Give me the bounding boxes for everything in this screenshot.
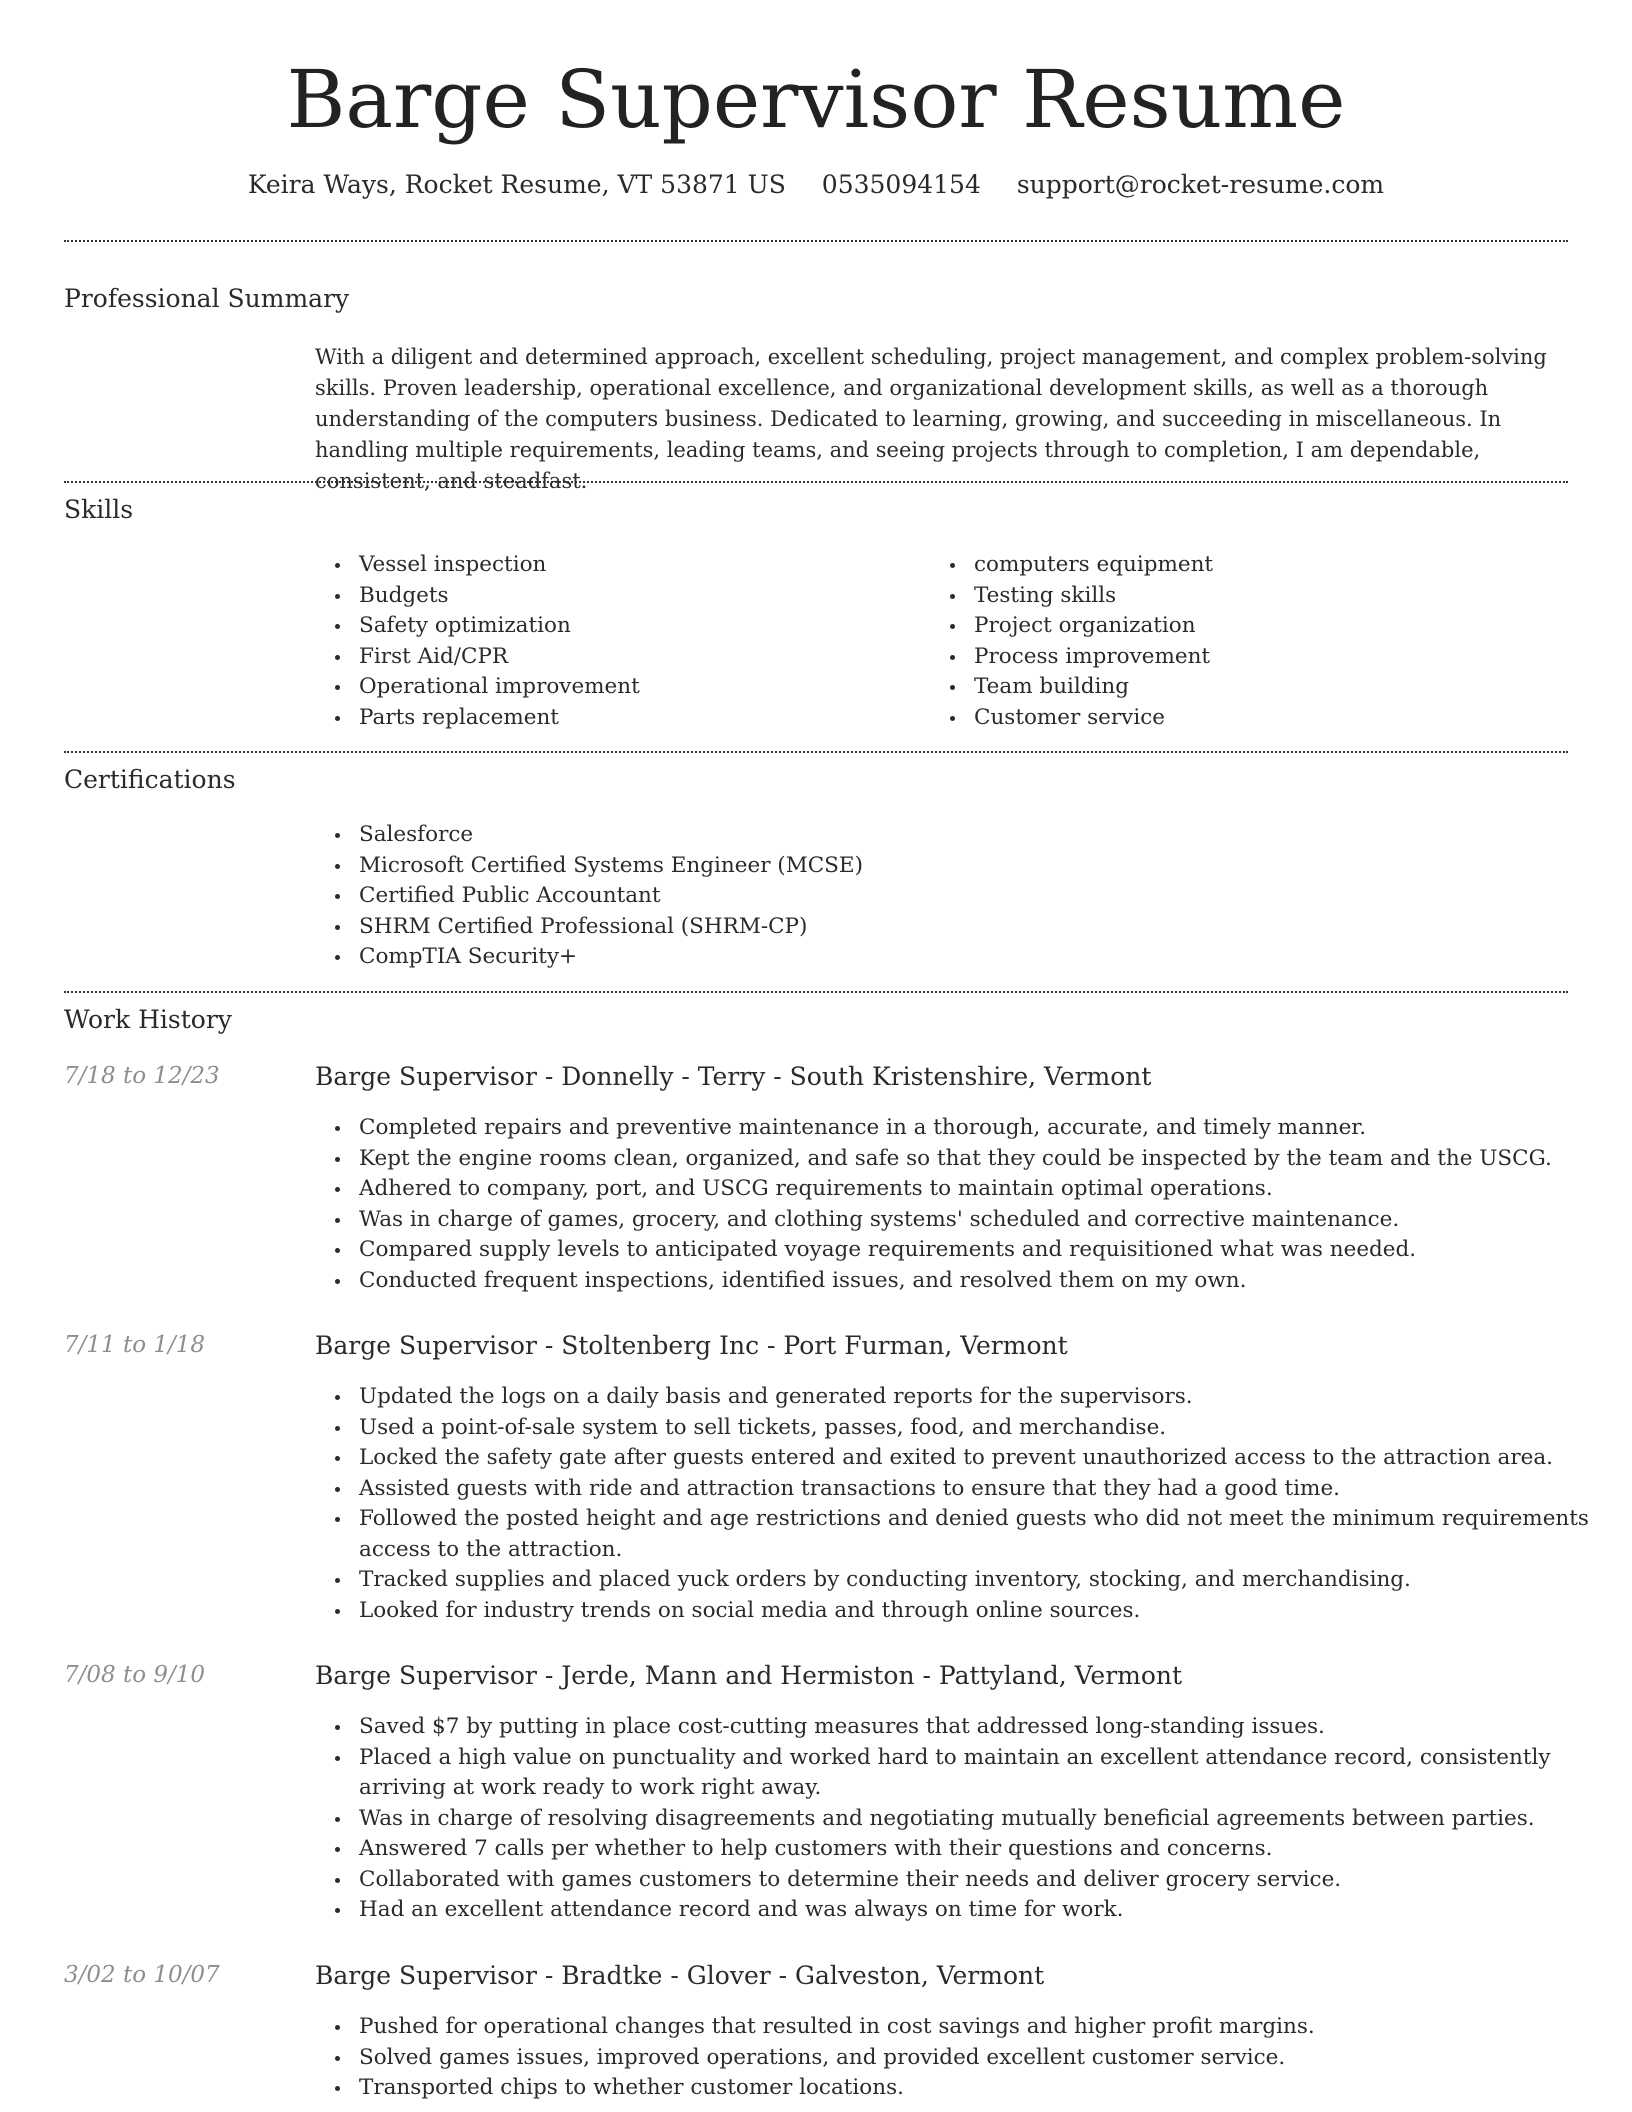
list-item: Customer service [974, 703, 1574, 734]
list-item: Kept the engine rooms clean, organized, and safe so that they could be inspected by the team and the USCG. [359, 1144, 1589, 1175]
list-item: Had an excellent attendance record and was always on time for work. [359, 1895, 1589, 1926]
list-item: Followed the posted height and age restrictions and denied guests who did not meet the minimum requirements access to the attraction. [359, 1504, 1589, 1565]
job-bullets [315, 1712, 1589, 1926]
certifications-list [315, 820, 1559, 973]
list-item: Solved games issues, improved operations, and provided excellent customer service. [359, 2043, 1589, 2074]
list-item: CompTIA Security+ [359, 942, 1559, 973]
list-item: Parts replacement [359, 703, 919, 734]
list-item: Process improvement [974, 642, 1574, 673]
list-item: Pushed for operational changes that resulted in cost savings and higher profit margins. [359, 2012, 1589, 2043]
list-item: First Aid/CPR [359, 642, 919, 673]
summary-heading: Professional Summary [64, 284, 350, 313]
page-title: Barge Supervisor Resume [286, 53, 1346, 146]
list-item: Completed repairs and preventive maintenance in a thorough, accurate, and timely manner. [359, 1113, 1589, 1144]
contact-phone: 0535094154 [821, 170, 981, 199]
divider [64, 481, 1568, 483]
list-item: Assisted guests with ride and attraction transactions to ensure that they had a good time. [359, 1474, 1589, 1505]
job-bullets [315, 1113, 1589, 1296]
list-item: Team building [974, 672, 1574, 703]
list-item: Tracked supplies and placed yuck orders by conducting inventory, stocking, and merchandising. [359, 1565, 1589, 1596]
list-item: Compared supply levels to anticipated voyage requirements and requisitioned what was needed. [359, 1235, 1589, 1266]
list-item: Salesforce [359, 820, 1559, 851]
list-item: Certified Public Accountant [359, 881, 1559, 912]
job-title: Barge Supervisor - Stoltenberg Inc - Port Furman, Vermont [315, 1331, 1068, 1360]
skills-heading: Skills [64, 495, 134, 524]
job-dates: 7/18 to 12/23 [64, 1063, 220, 1089]
contact-address: Keira Ways, Rocket Resume, VT 53871 US [247, 170, 786, 199]
list-item: Saved $7 by putting in place cost-cutting measures that addressed long-standing issues. [359, 1712, 1589, 1743]
list-item: Answered 7 calls per whether to help customers with their questions and concerns. [359, 1834, 1589, 1865]
list-item: SHRM Certified Professional (SHRM-CP) [359, 912, 1559, 943]
job-dates: 3/02 to 10/07 [64, 1962, 220, 1988]
job-dates: 7/08 to 9/10 [64, 1662, 206, 1688]
list-item: Operational improvement [359, 672, 919, 703]
list-item: Looked for industry trends on social media and through online sources. [359, 1596, 1589, 1627]
list-item: Microsoft Certified Systems Engineer (MCSE) [359, 851, 1559, 882]
divider [64, 751, 1568, 753]
work-history-heading: Work History [64, 1005, 232, 1034]
list-item: Updated the logs on a daily basis and generated reports for the supervisors. [359, 1382, 1589, 1413]
list-item: Transported chips to whether customer locations. [359, 2073, 1589, 2104]
certifications-heading: Certifications [64, 765, 236, 794]
contact-email[interactable]: support@rocket-resume.com [1016, 170, 1385, 199]
job-title: Barge Supervisor - Jerde, Mann and Hermiston - Pattyland, Vermont [315, 1661, 1183, 1690]
list-item: Budgets [359, 581, 919, 612]
list-item: Locked the safety gate after guests entered and exited to prevent unauthorized access to the attraction area. [359, 1443, 1589, 1474]
list-item: Safety optimization [359, 611, 919, 642]
contact-line [0, 170, 1632, 199]
skills-list-left [315, 550, 919, 733]
list-item: Project organization [974, 611, 1574, 642]
list-item: Placed a high value on punctuality and worked hard to maintain an excellent attendance record, consistently arriving at work ready to work right away. [359, 1743, 1589, 1804]
list-item: Testing skills [974, 581, 1574, 612]
list-item: Vessel inspection [359, 550, 919, 581]
summary-text: With a diligent and determined approach, excellent scheduling, project management, and complex problem-solving skills. Proven leadership, operational excellence, and organizational development skills, as well as a thorough understanding of the computers business. Dedicated to learning, growing, and succeeding in miscellaneous. In handling multiple requirements, leading teams, and seeing projects through to completion, I am dependable, consistent, and steadfast. [315, 345, 1547, 493]
list-item: Collaborated with games customers to determine their needs and deliver grocery service. [359, 1865, 1589, 1896]
list-item: Conducted frequent inspections, identified issues, and resolved them on my own. [359, 1266, 1589, 1297]
job-dates: 7/11 to 1/18 [64, 1332, 206, 1358]
job-bullets [315, 2012, 1589, 2104]
list-item: Adhered to company, port, and USCG requirements to maintain optimal operations. [359, 1174, 1589, 1205]
job-title: Barge Supervisor - Bradtke - Glover - Galveston, Vermont [315, 1961, 1045, 1990]
list-item: Was in charge of resolving disagreements and negotiating mutually beneficial agreements between parties. [359, 1804, 1589, 1835]
job-title: Barge Supervisor - Donnelly - Terry - South Kristenshire, Vermont [315, 1062, 1152, 1091]
list-item: Used a point-of-sale system to sell tickets, passes, food, and merchandise. [359, 1413, 1589, 1444]
divider [64, 240, 1568, 242]
job-bullets [315, 1382, 1589, 1626]
list-item: computers equipment [974, 550, 1574, 581]
skills-list-right [930, 550, 1574, 733]
divider [64, 991, 1568, 993]
list-item: Was in charge of games, grocery, and clothing systems' scheduled and corrective maintenance. [359, 1205, 1589, 1236]
